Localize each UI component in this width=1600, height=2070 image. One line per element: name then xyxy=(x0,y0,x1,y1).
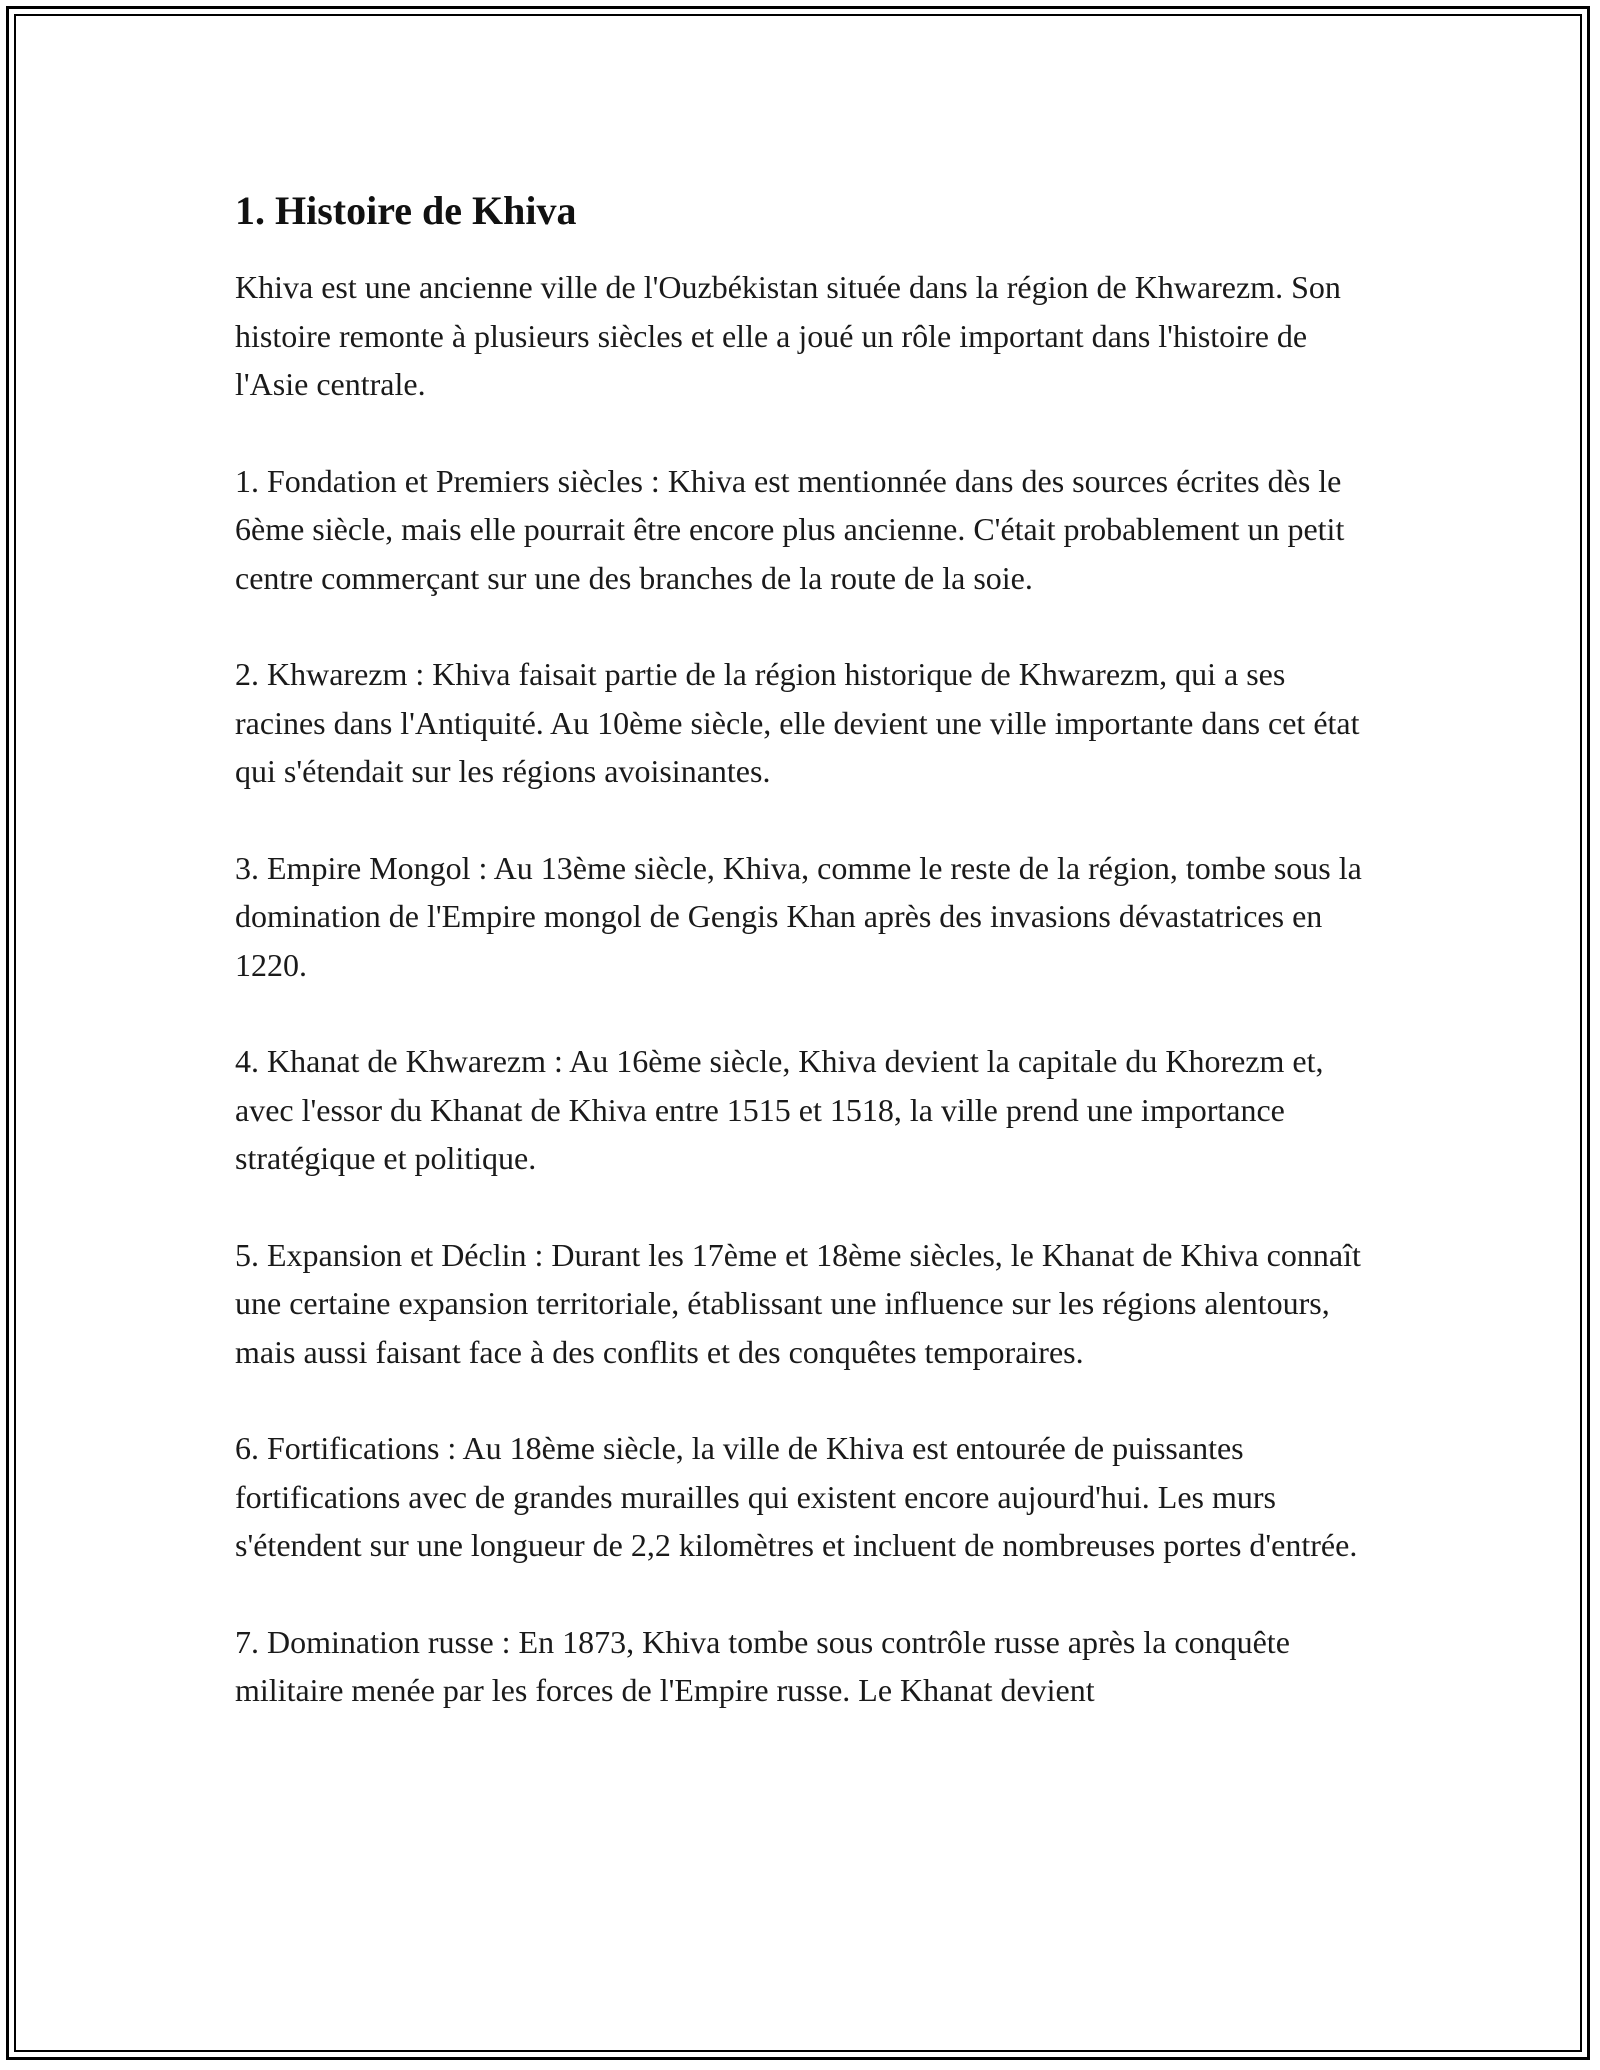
paragraph-fortifications: 6. Fortifications : Au 18ème siècle, la ville de Khiva est entourée de puissantes fortifications avec de grandes murailles qui existent encore aujourd'hui. Les murs s'étendent sur une longueur de 2,2 kilomètres et incluent de nombreuses portes d'entrée. xyxy=(235,1430,1358,1563)
paragraph-khwarezm: 2. Khwarezm : Khiva faisait partie de la région historique de Khwarezm, qui a ses racines dans l'Antiquité. Au 10ème siècle, elle devient une ville importante dans cet état qui s'étendait sur les régions avoisinantes. xyxy=(235,656,1360,789)
paragraph-domination-russe: 7. Domination russe : En 1873, Khiva tombe sous contrôle russe après la conquête militaire menée par les forces de l'Empire russe. Le Khanat devient xyxy=(235,1623,1290,1708)
paragraph-expansion: 5. Expansion et Déclin : Durant les 17ème et 18ème siècles, le Khanat de Khiva connaît une certaine expansion territoriale, établissant une influence sur les régions alentours, mais aussi faisant face à des conflits et des conquêtes temporaires. xyxy=(235,1236,1361,1370)
paragraph-empire-mongol: 3. Empire Mongol : Au 13ème siècle, Khiva, comme le reste de la région, tombe sous la domination de l'Empire mongol de Gengis Khan après des invasions dévastatrices en 1220. xyxy=(235,849,1362,983)
paragraph-intro: Khiva est une ancienne ville de l'Ouzbékistan située dans la région de Khwarezm. Son histoire remonte à plusieurs siècles et elle a joué un rôle important dans l'histoire de l'Asie centrale. xyxy=(235,269,1341,402)
paragraph-khanat: 4. Khanat de Khwarezm : Au 16ème siècle, Khiva devient la capitale du Khorezm et, avec l'essor du Khanat de Khiva entre 1515 et 1518, la ville prend une importance stratégique et politique. xyxy=(235,1043,1324,1176)
document-page xyxy=(235,185,1375,1763)
document-title: 1. Histoire de Khiva xyxy=(235,188,577,233)
paragraph-fondation: 1. Fondation et Premiers siècles : Khiva est mentionnée dans des sources écrites dès le 6ème siècle, mais elle pourrait être encore plus ancienne. C'était probablement un petit centre commerçant sur une des branches de la route de la soie. xyxy=(235,462,1345,596)
